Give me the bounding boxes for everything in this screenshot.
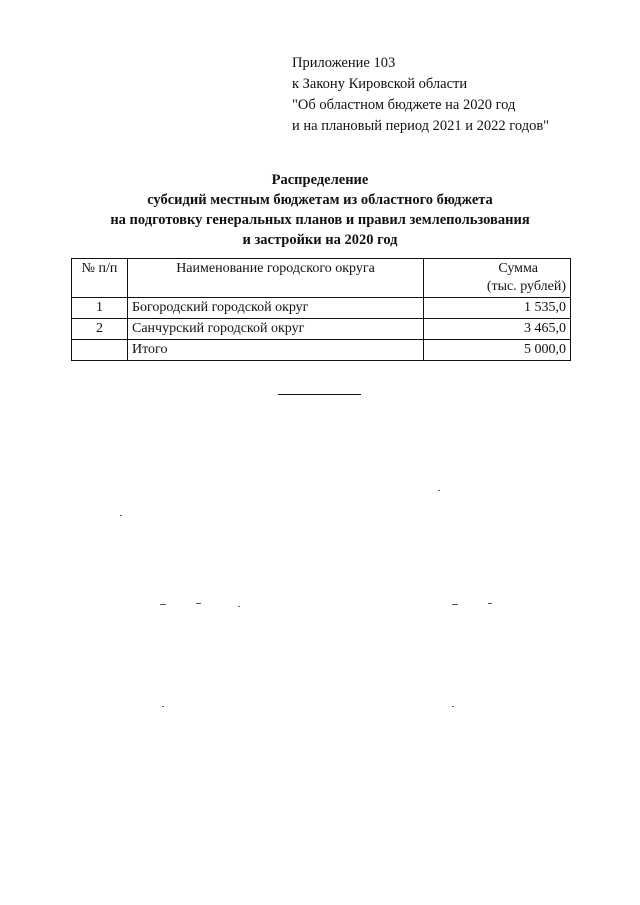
row-num bbox=[72, 340, 128, 361]
scan-speck bbox=[160, 604, 166, 605]
title-line-2: субсидий местным бюджетам из областного бюджета bbox=[147, 192, 493, 208]
row-num: 1 bbox=[72, 298, 128, 319]
appendix-header bbox=[292, 53, 549, 137]
title-line-1: Распределение bbox=[271, 172, 369, 188]
scan-speck bbox=[452, 706, 454, 707]
header-sum-line-2: (тыс. рублей) bbox=[486, 279, 566, 294]
header-sum-line-1: Сумма bbox=[498, 261, 538, 276]
table-row bbox=[72, 298, 571, 319]
header-name: Наименование городского округа bbox=[128, 259, 424, 298]
table-row bbox=[72, 319, 571, 340]
row-name: Итого bbox=[128, 340, 424, 361]
appendix-line-4: и на плановый период 2021 и 2022 годов" bbox=[292, 118, 550, 134]
scan-speck bbox=[238, 606, 240, 607]
scan-speck bbox=[120, 515, 122, 516]
header-sum bbox=[424, 259, 571, 298]
header-num: № п/п bbox=[72, 259, 128, 298]
title-line-4: и застройки на 2020 год bbox=[242, 232, 398, 248]
document-title bbox=[0, 170, 640, 250]
appendix-line-2: к Закону Кировской области bbox=[292, 76, 468, 92]
subsidy-table bbox=[71, 258, 571, 361]
row-name: Санчурский городской округ bbox=[128, 319, 424, 340]
scan-speck bbox=[196, 603, 201, 604]
scan-speck bbox=[438, 490, 440, 491]
row-num: 2 bbox=[72, 319, 128, 340]
appendix-line-1: Приложение 103 bbox=[292, 55, 396, 71]
scan-speck bbox=[488, 603, 492, 604]
end-separator-line bbox=[278, 394, 361, 395]
row-name: Богородский городской округ bbox=[128, 298, 424, 319]
table-header-row bbox=[72, 259, 571, 298]
row-sum: 5 000,0 bbox=[424, 340, 571, 361]
row-sum: 1 535,0 bbox=[424, 298, 571, 319]
title-line-3: на подготовку генеральных планов и правил землепользования bbox=[110, 212, 530, 228]
scan-speck bbox=[452, 604, 458, 605]
appendix-line-3: "Об областном бюджете на 2020 год bbox=[292, 97, 516, 113]
row-sum: 3 465,0 bbox=[424, 319, 571, 340]
scan-speck bbox=[162, 706, 164, 707]
table-total-row bbox=[72, 340, 571, 361]
